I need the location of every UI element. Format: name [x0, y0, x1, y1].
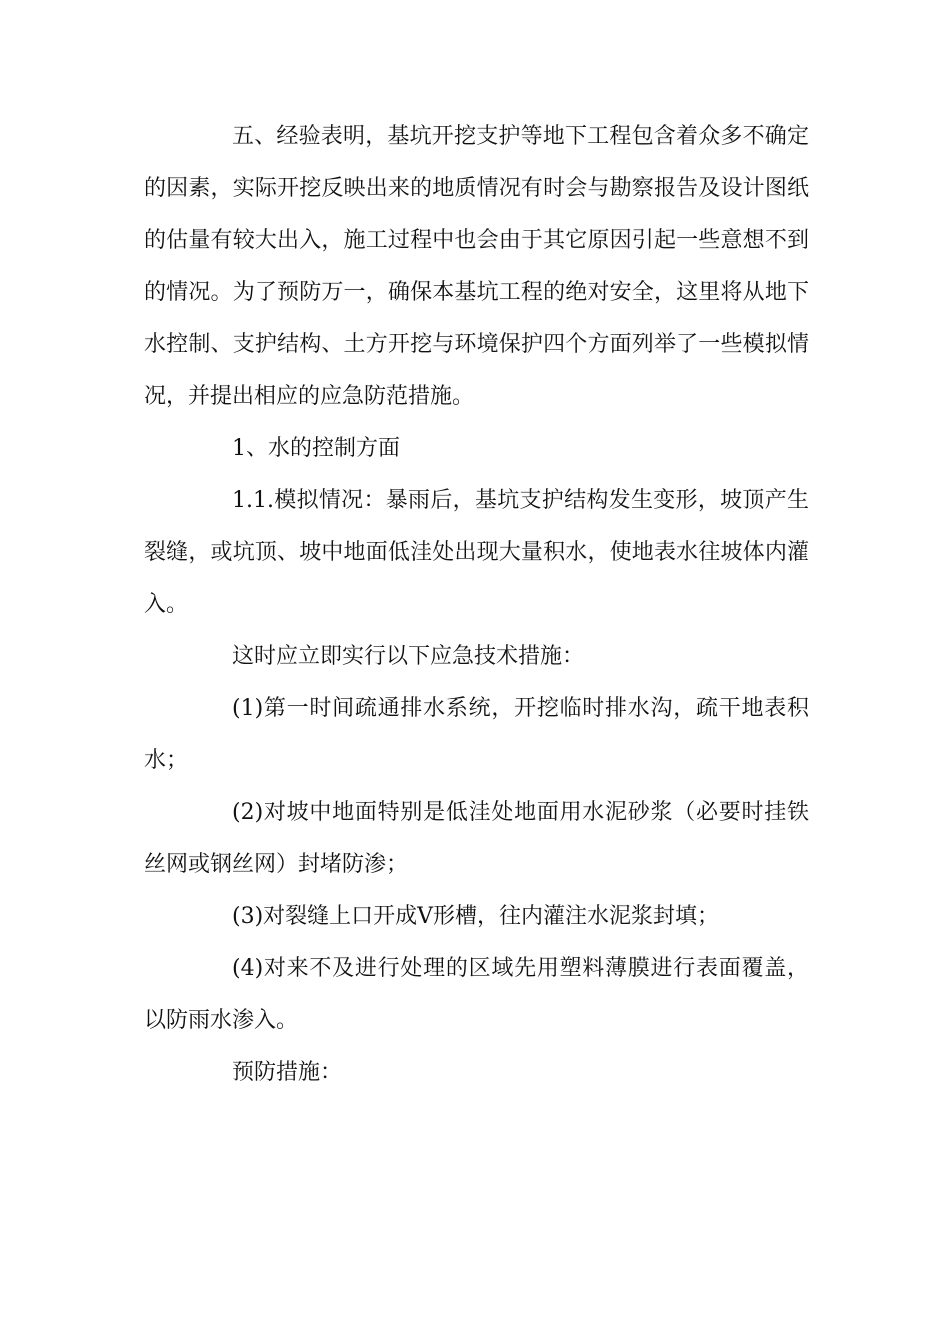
list-item-measure-3: (3)对裂缝上口开成V形槽，往内灌注水泥浆封填；: [232, 904, 720, 929]
list-item-measure-4: (4)对来不及进行处理的区域先用塑料薄膜进行表面覆盖，以防雨水渗入。: [144, 956, 809, 1033]
paragraph-measures-intro: 这时应立即实行以下应急技术措施：: [232, 644, 585, 669]
paragraph-intro: 五、经验表明，基坑开挖支护等地下工程包含着众多不确定的因素，实际开挖反映出来的地质情况有时会与勘察报告及设计图纸的估量有较大出入，施工过程中也会由于其它原因引起一些意想不到的情况。为了预防万一，确保本基坑工程的绝对安全，这里将从地下水控制、支护结构、土方开挖与环境保护四个方面列举了一些模拟情况，并提出相应的应急防范措施。: [144, 124, 809, 409]
document-body: [144, 111, 809, 1099]
list-item-measure-1: (1)第一时间疏通排水系统，开挖临时排水沟，疏干地表积水；: [144, 696, 809, 773]
paragraph-prevention-heading: 预防措施：: [232, 1060, 343, 1085]
list-item-measure-2: (2)对坡中地面特别是低洼处地面用水泥砂浆（必要时挂铁丝网或钢丝网）封堵防渗；: [144, 800, 809, 877]
paragraph-scenario: 1.1.模拟情况：暴雨后，基坑支护结构发生变形，坡顶产生裂缝，或坑顶、坡中地面低洼处出现大量积水，使地表水往坡体内灌入。: [144, 488, 809, 617]
section-heading-water-control: 1、水的控制方面: [232, 436, 400, 461]
